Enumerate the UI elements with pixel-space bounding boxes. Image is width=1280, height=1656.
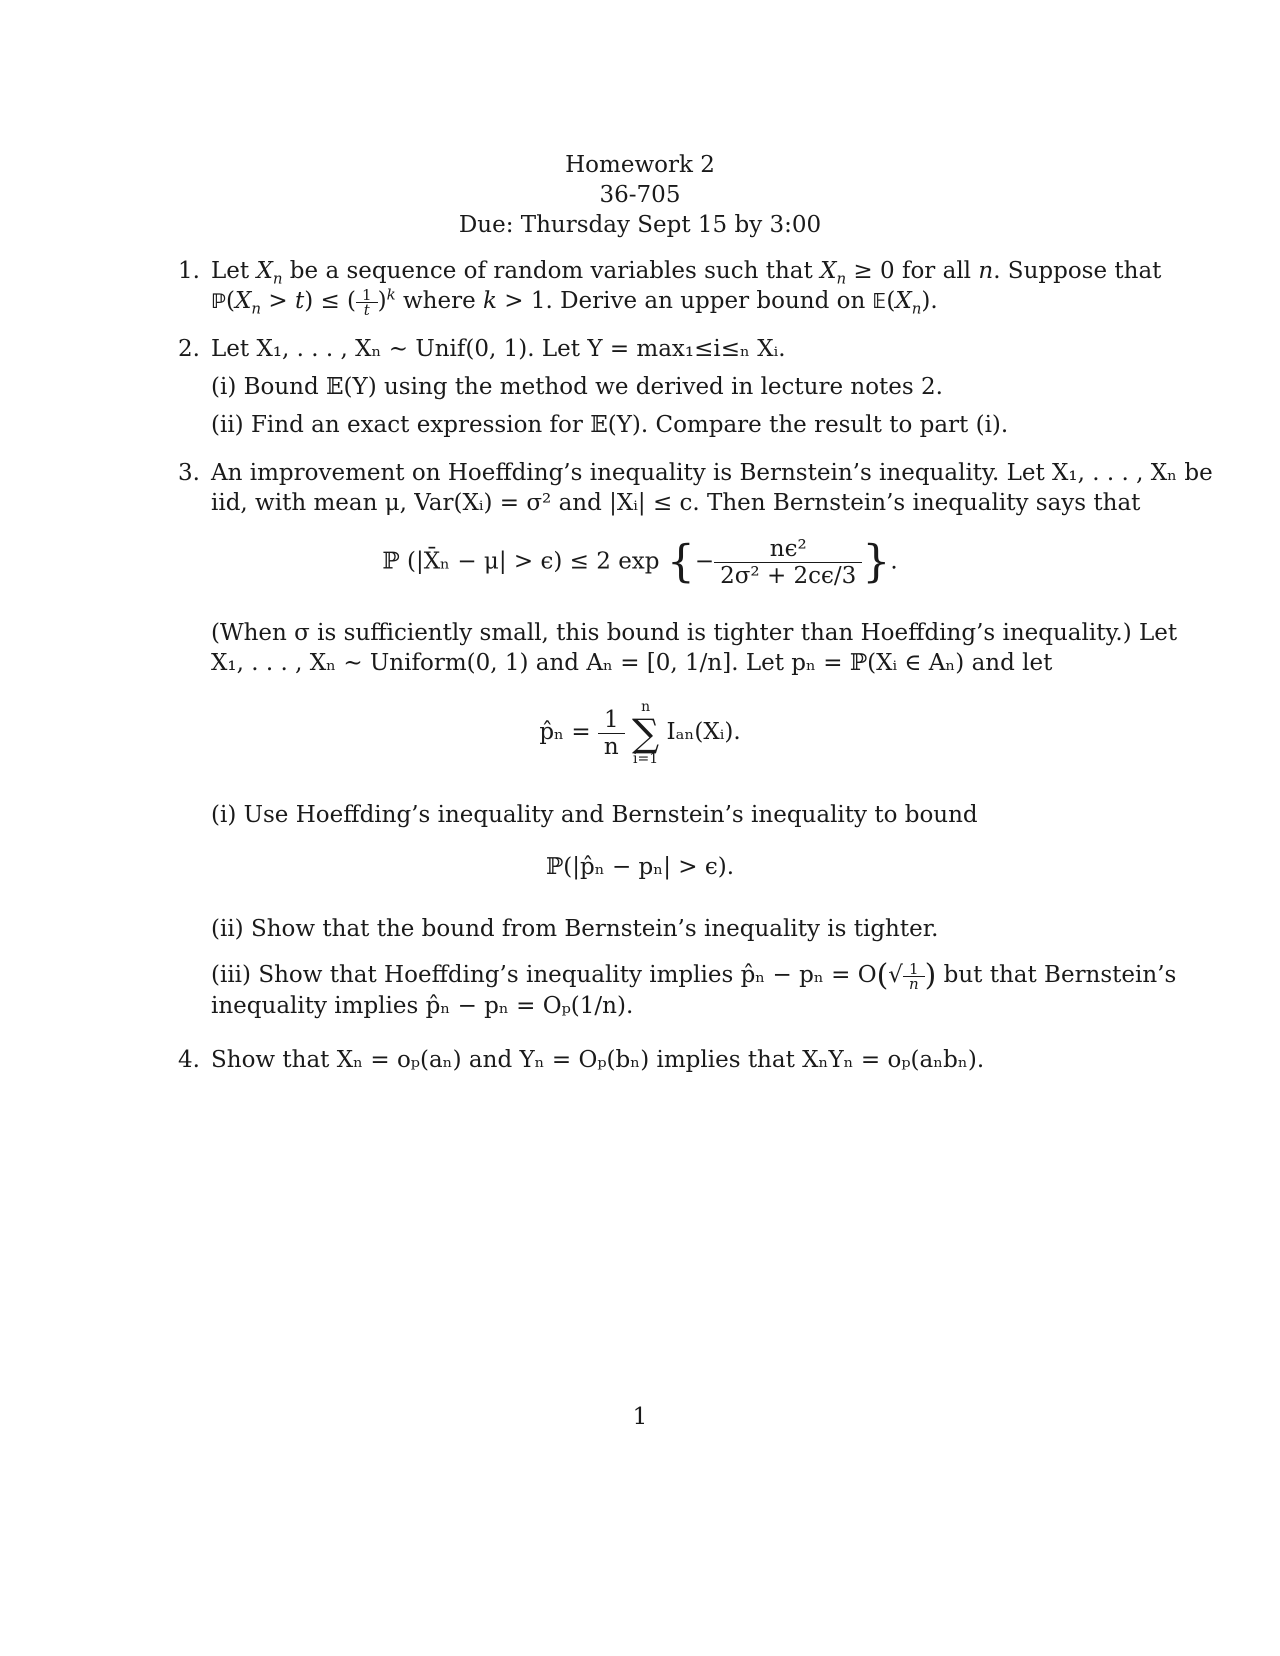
- phat-definition: p̂ₙ = $\frac{1}{n}$ n ∑ i=1 Iₐₙ(Xᵢ).: [539, 699, 741, 767]
- problem-3-line-2: iid, with mean μ, Var(Xᵢ) = σ² and |Xᵢ| ≤ c. Then Bernstein’s inequality says that: [211, 490, 1141, 516]
- problem-2-part-ii: (ii) Find an exact expression for 𝔼(Y). Compare the result to part (i).: [211, 412, 1009, 438]
- document-header: [0, 150, 1280, 240]
- problem-number: 3.: [178, 460, 200, 486]
- page-number: 1: [632, 1404, 648, 1430]
- problem-3-part-iii-continued: inequality implies p̂ₙ − pₙ = Oₚ(1/n).: [211, 993, 634, 1019]
- problem-1-line-1: Let $X_n$ be a sequence of random variables such that $X_n \ge 0$ for all n. Suppose that: [211, 258, 1162, 288]
- bernstein-inequality: ℙ (|X̄ₙ − μ| > ϵ) ≤ 2 exp {− $\frac{\text{nϵ²}}{\text{2σ² + 2cϵ/3}}$ }.: [382, 536, 898, 589]
- problem-3-line-4: X₁, . . . , Xₙ ∼ Uniform(0, 1) and Aₙ = [0, 1/n]. Let pₙ = ℙ(Xᵢ ∈ Aₙ) and let: [211, 650, 1053, 676]
- probability-expression: ℙ(|p̂ₙ − pₙ| > ϵ).: [545, 854, 735, 880]
- document-title: Homework 2: [565, 152, 715, 178]
- problem-4-text: Show that Xₙ = oₚ(aₙ) and Yₙ = Oₚ(bₙ) implies that XₙYₙ = oₚ(aₙbₙ).: [211, 1047, 985, 1073]
- problem-number: 2.: [178, 336, 200, 362]
- problem-2-intro: Let X₁, . . . , Xₙ ∼ Unif(0, 1). Let Y = max₁≤i≤ₙ Xᵢ.: [211, 336, 786, 362]
- problem-3-part-ii: (ii) Show that the bound from Bernstein’s inequality is tighter.: [211, 916, 939, 942]
- course-number: 36-705: [599, 182, 681, 208]
- problem-3-line-1: An improvement on Hoeffding’s inequality is Bernstein’s inequality. Let X₁, . . . , Xₙ be: [211, 460, 1213, 486]
- due-date: Due: Thursday Sept 15 by 3:00: [458, 212, 822, 238]
- problem-number: 4.: [178, 1047, 200, 1073]
- problem-2-part-i: (i) Bound 𝔼(Y) using the method we derived in lecture notes 2.: [211, 374, 943, 400]
- homework-page: Homework 2 36-705 Due: Thursday Sept 15 by 3:00 1. Let $X_n$ be a sequence of random variables such that $X_n \ge 0$ for all n. Suppose that $ℙ(X_n > t)$ ≤ ( $\frac{1}{t}$ )$^k$ where k > 1. Derive an upper bound on $𝔼(X_n)$. 2. Let X₁, . . . , Xₙ ∼ Unif(0, 1). Let Y = max₁≤i≤ₙ Xᵢ. (i) Bound 𝔼(Y) using the method we derived in lecture notes 2. (ii) Find an exact expression for 𝔼(Y). Compare the result to part (i). 3. An improvement on Hoeffding’s inequality is Bernstein’s inequality. Let X₁, . . . , Xₙ be iid, with mean μ, Var(Xᵢ) = σ² and |Xᵢ| ≤ c. Then Bernstein’s inequality says that ℙ (|X̄ₙ − μ| > ϵ) ≤ 2 exp {− $\frac{\text{nϵ²}}{\text{2σ² + 2cϵ/3}}$ }. (When σ is sufficiently small, this bound is tighter than Hoeffding’s inequality.) Let X₁, . . . , Xₙ ∼ Uniform(0, 1) and Aₙ = [0, 1/n]. Let pₙ = ℙ(Xᵢ ∈ Aₙ) and let p̂ₙ = $\frac{1}{n}$ n ∑ i=1 Iₐₙ(Xᵢ). (i) Use Hoeffding’s inequality and Bernstein’s inequality to bound ℙ(|p̂ₙ − pₙ| > ϵ). (ii) Show that the bound from Bernstein’s inequality is tighter. (iii) Show that Hoeffding’s inequality implies p̂ₙ − pₙ = O(√ $\frac{1}{n}$ ) but that Bernstein’s inequality implies p̂ₙ − pₙ = Oₚ(1/n). 4. Show that Xₙ = oₚ(aₙ) and Yₙ = Oₚ(bₙ) implies that XₙYₙ = oₚ(aₙbₙ). 1: [0, 0, 1280, 1656]
- problem-3-part-iii: (iii) Show that Hoeffding’s inequality implies p̂ₙ − pₙ = O(√ $\frac{1}{n}$ ) but that Bernstein’s: [211, 958, 1177, 993]
- summation-sign: n ∑ i=1: [632, 699, 660, 767]
- problem-1-line-2: $ℙ(X_n > t)$ ≤ ( $\frac{1}{t}$ )$^k$ where k > 1. Derive an upper bound on $𝔼(X_n)$.: [211, 285, 938, 319]
- problem-number: 1.: [178, 258, 200, 284]
- problem-3-line-3: (When σ is sufficiently small, this bound is tighter than Hoeffding’s inequality.) Let: [211, 620, 1178, 646]
